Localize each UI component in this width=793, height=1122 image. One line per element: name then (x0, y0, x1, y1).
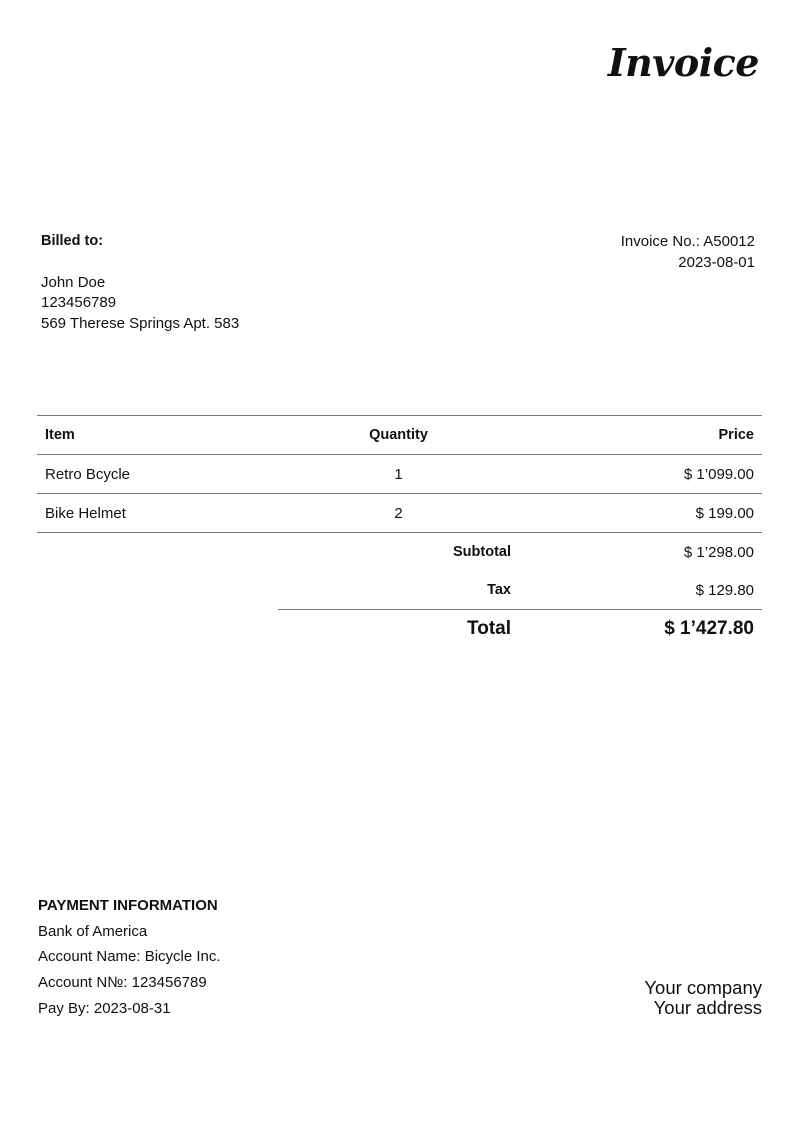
subtotal-label: Subtotal (453, 544, 511, 560)
empty-cell (37, 533, 278, 572)
column-header-item: Item (37, 416, 278, 455)
customer-address: 569 Therese Springs Apt. 583 (41, 314, 240, 332)
account-number: Account N№: 123456789 (38, 974, 207, 992)
item-name: Retro Bcycle (37, 455, 278, 494)
item-price: $ 199.00 (519, 494, 762, 533)
customer-phone: 123456789 (41, 294, 117, 311)
tax-value: $ 129.80 (519, 571, 762, 610)
spacer (41, 252, 239, 273)
account-name: Account Name: Bicycle Inc. (38, 948, 221, 966)
invoice-date: 2023-08-01 (678, 254, 755, 271)
empty-cell (37, 571, 278, 610)
tax-label: Tax (278, 571, 519, 610)
item-quantity: 2 (278, 494, 519, 533)
subtotal-value: $ 1’298.00 (683, 543, 754, 561)
total-label: Total (467, 618, 511, 639)
column-header-price: Price (519, 416, 762, 455)
table-header-row (37, 416, 762, 455)
tax-row (37, 571, 762, 610)
payment-information (38, 893, 221, 1022)
table-row (37, 455, 762, 494)
bank-name: Bank of America (38, 922, 148, 940)
table-row (37, 494, 762, 533)
billed-to-section (41, 231, 239, 334)
total-row (37, 610, 762, 649)
item-price: $ 1’099.00 (519, 455, 762, 494)
company-info (644, 978, 762, 1017)
total-value: $ 1’427.80 (664, 618, 754, 639)
billed-to-label: Billed to: (41, 233, 104, 249)
company-address: Your address (653, 996, 762, 1018)
items-table (37, 415, 762, 648)
invoice-title: Invoice (607, 40, 759, 85)
subtotal-row (37, 533, 762, 572)
invoice-meta (621, 231, 755, 273)
customer-name: John Doe (41, 273, 106, 291)
invoice-number: Invoice No.: A50012 (620, 233, 755, 250)
payment-heading: PAYMENT INFORMATION (38, 897, 218, 914)
company-name: Your company (644, 977, 762, 998)
empty-cell (37, 610, 278, 649)
item-quantity: 1 (278, 455, 519, 494)
column-header-quantity: Quantity (278, 416, 519, 455)
item-name: Bike Helmet (37, 494, 278, 533)
pay-by-date: Pay By: 2023-08-31 (38, 999, 171, 1017)
